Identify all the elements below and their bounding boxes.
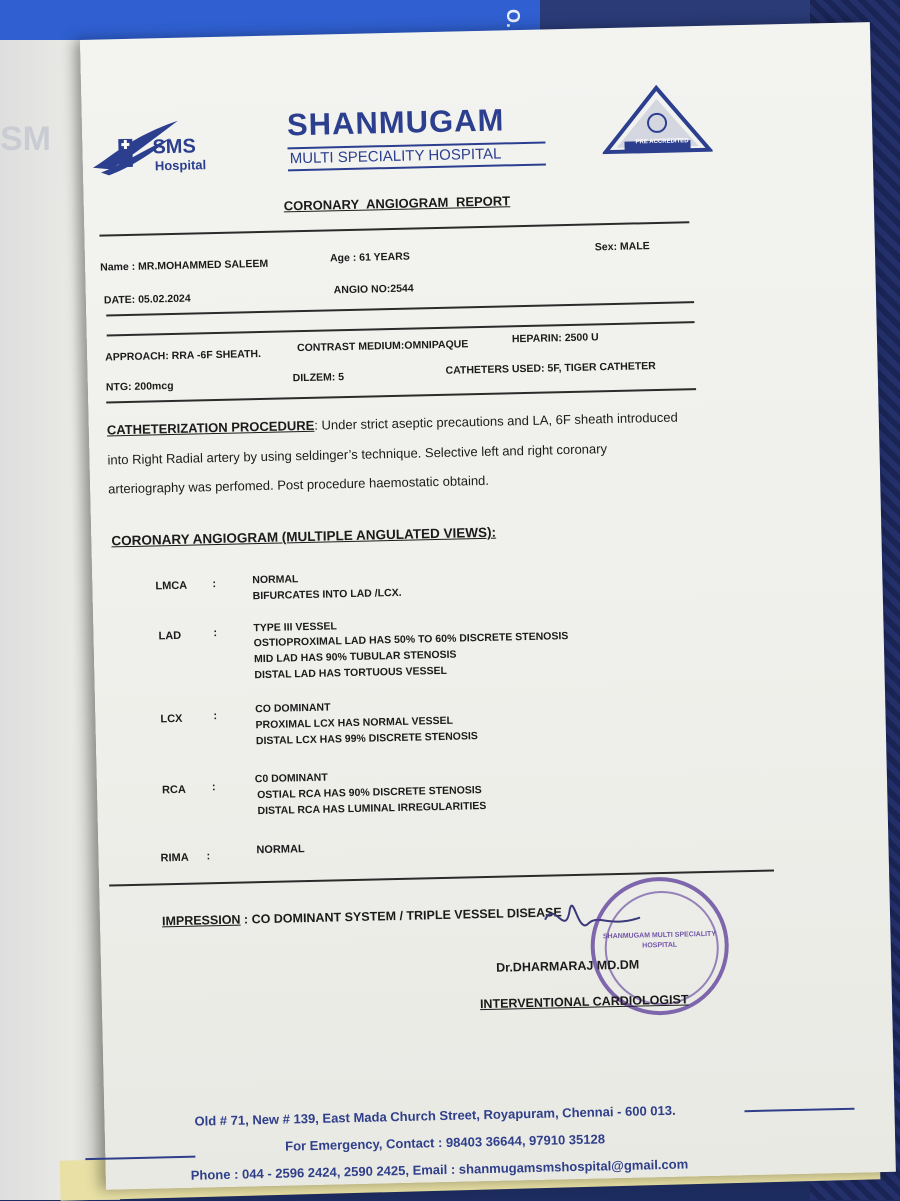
heparin: HEPARIN: 2500 U — [511, 331, 599, 346]
catheterization-line-1 — [107, 410, 678, 438]
vessel-colon: : — [211, 781, 216, 794]
finding-line: PROXIMAL LCX HAS NORMAL VESSEL — [255, 714, 454, 732]
angio-number: ANGIO NO:2544 — [333, 282, 414, 297]
divider-line — [106, 388, 696, 403]
ntg: NTG: 200mcg — [105, 379, 174, 394]
dilzem: DILZEM: 5 — [292, 371, 345, 385]
vessel-label-lmca: LMCA — [155, 579, 188, 593]
report-page — [80, 22, 896, 1190]
vessel-colon: : — [213, 710, 218, 723]
finding-line: DISTAL LAD HAS TORTUOUS VESSEL — [254, 664, 448, 682]
report-title: CORONARY ANGIOGRAM REPORT — [283, 193, 511, 214]
finding-line: OSTIAL RCA HAS 90% DISCRETE STENOSIS — [257, 784, 482, 802]
divider-line — [99, 221, 689, 236]
book-spine-text: O. — [502, 8, 523, 29]
logo-subtext: Hospital — [154, 157, 207, 174]
finding-line: DISTAL RCA HAS LUMINAL IRREGULARITIES — [257, 799, 487, 818]
doctor-designation: INTERVENTIONAL CARDIOLOGIST — [479, 992, 689, 1012]
finding-line: DISTAL LCX HAS 99% DISCRETE STENOSIS — [255, 730, 478, 748]
catheterization-heading: CATHETERIZATION PROCEDURE — [106, 417, 315, 438]
vessel-label-rima: RIMA — [160, 851, 189, 865]
left-page-ghost-text: SM — [0, 120, 51, 158]
finding-line: NORMAL — [252, 573, 299, 587]
impression-text: : CO DOMINANT SYSTEM / TRIPLE VESSEL DISEASE — [240, 905, 562, 927]
contrast-medium: CONTRAST MEDIUM:OMNIPAQUE — [296, 338, 469, 355]
logo-text: SMS — [152, 135, 197, 159]
accreditation-seal-icon — [601, 84, 713, 156]
hospital-name: SHANMUGAM — [286, 102, 505, 143]
divider-line — [107, 321, 695, 336]
catheters-used: CATHETERS USED: 5F, TIGER CATHETER — [445, 360, 656, 377]
accreditation-label: PRE ACCREDITED — [635, 138, 689, 146]
doctor-name: Dr.DHARMARAJ MD.DM — [495, 957, 640, 975]
patient-sex: Sex: MALE — [594, 240, 650, 254]
impression — [162, 905, 562, 928]
vessel-colon: : — [212, 578, 217, 591]
vessel-colon: : — [206, 850, 211, 863]
footer-emergency: For Emergency, Contact : 98403 36644, 97910 35128 — [284, 1131, 606, 1154]
vessel-label-lad: LAD — [158, 629, 182, 643]
divider-line — [106, 301, 694, 316]
vessel-label-lcx: LCX — [160, 712, 183, 726]
catheterization-text-3: arteriography was perfomed. Post procedure haemostatic obtaind. — [108, 472, 490, 497]
hospital-subtitle: MULTI SPECIALITY HOSPITAL — [289, 145, 502, 168]
finding-line: TYPE III VESSEL — [253, 620, 337, 635]
finding-line: C0 DOMINANT — [254, 771, 328, 786]
vessel-label-rca: RCA — [161, 783, 187, 797]
patient-name: Name : MR.MOHAMMED SALEEM — [100, 257, 269, 274]
vessel-colon: : — [213, 627, 218, 640]
report-date: DATE: 05.02.2024 — [103, 292, 191, 307]
catheterization-text-1: : Under strict aseptic precautions and LA, 6F sheath introduced — [314, 409, 678, 433]
stamp-text: SHANMUGAM MULTI SPECIALITY HOSPITAL — [602, 930, 717, 950]
angiogram-heading: CORONARY ANGIOGRAM (MULTIPLE ANGULATED VIEWS): — [111, 524, 497, 549]
finding-line: NORMAL — [256, 843, 305, 857]
finding-line: CO DOMINANT — [255, 701, 331, 716]
footer-phone: Phone : 044 - 2596 2424, 2590 2425, Email : shanmugamsmshospital@gmail.com — [190, 1156, 689, 1183]
patient-age: Age : 61 YEARS — [329, 250, 410, 265]
impression-label: IMPRESSION — [161, 912, 241, 929]
footer-address: Old # 71, New # 139, East Mada Church Street, Royapuram, Chennai - 600 013. — [194, 1102, 676, 1129]
finding-line: OSTIOPROXIMAL LAD HAS 50% TO 60% DISCRETE STENOSIS — [253, 630, 569, 650]
hospital-subtitle-box — [287, 141, 545, 171]
approach: APPROACH: RRA -6F SHEATH. — [105, 347, 262, 364]
catheterization-text-2: into Right Radial artery by using seldinger’s technique. Selective left and right coronary — [107, 441, 608, 468]
footer-line-right — [744, 1108, 854, 1112]
finding-line: BIFURCATES INTO LAD /LCX. — [252, 586, 402, 603]
finding-line: MID LAD HAS 90% TUBULAR STENOSIS — [253, 648, 457, 666]
